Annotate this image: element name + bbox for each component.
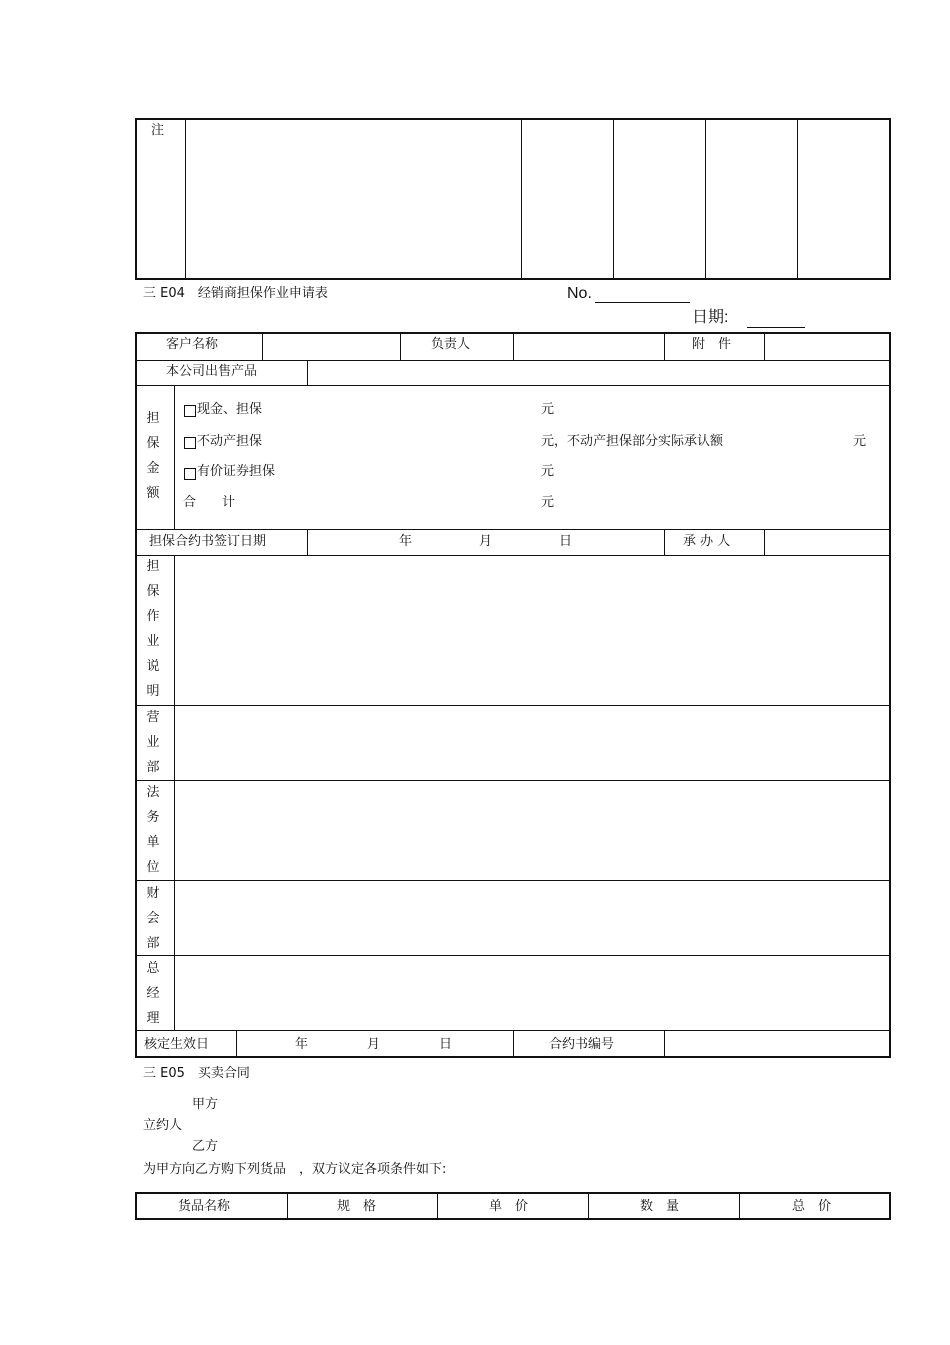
- guarantee-description-field[interactable]: [175, 556, 889, 704]
- signatory-label: 立约人: [143, 1118, 183, 1133]
- party-a-label: 甲方: [192, 1097, 219, 1112]
- sign-date-month: 月: [479, 534, 493, 549]
- real-estate-guarantee-unit: 元，不动产担保部分实际承认额: [541, 434, 724, 449]
- date-field[interactable]: [747, 327, 805, 328]
- sign-date-label: 担保合约书签订日期: [149, 534, 267, 549]
- unit-price-header: 单 价: [489, 1199, 529, 1214]
- spec-header: 规 格: [337, 1199, 377, 1214]
- guarantee-description-label: 担 保 作 业 说 明: [146, 559, 160, 699]
- contract-number-field[interactable]: [665, 1032, 889, 1056]
- remarks-table: [135, 118, 891, 280]
- quantity-header: 数 量: [640, 1199, 680, 1214]
- effective-date-month: 月: [367, 1037, 381, 1052]
- guarantee-amount-label: 担 保 金 额: [146, 411, 160, 501]
- securities-guarantee-label: 有价证券担保: [197, 464, 276, 479]
- contract-number-label: 合约书编号: [549, 1037, 615, 1052]
- real-estate-approved-unit: 元: [853, 434, 867, 449]
- contract-intro: 为甲方向乙方购下列货品 ，双方议定各项条件如下:: [143, 1162, 447, 1177]
- securities-guarantee-unit: 元: [541, 464, 555, 479]
- legal-dept-field[interactable]: [175, 781, 889, 879]
- legal-dept-label: 法 务 单 位: [146, 785, 160, 875]
- form-e05-title: 三 E05 买卖合同: [143, 1066, 250, 1081]
- finance-dept-label: 财 会 部: [146, 886, 160, 951]
- cash-guarantee-unit: 元: [541, 402, 555, 417]
- effective-date-day: 日: [439, 1037, 453, 1052]
- form-e04-title: 三 E04 经销商担保作业申请表: [143, 286, 328, 301]
- handler-label: 承 办 人: [683, 534, 731, 549]
- attachment-label: 附 件: [692, 337, 732, 352]
- real-estate-guarantee-checkbox[interactable]: [184, 437, 196, 449]
- effective-date-label: 核定生效日: [144, 1037, 210, 1052]
- handler-field[interactable]: [765, 531, 889, 554]
- form-number-label: No.: [567, 285, 592, 302]
- total-label: 合 计: [183, 495, 236, 510]
- real-estate-guarantee-label: 不动产担保: [197, 434, 263, 449]
- party-b-label: 乙方: [192, 1139, 219, 1154]
- sales-dept-label: 营 业 部: [146, 710, 160, 775]
- sign-date-day: 日: [559, 534, 573, 549]
- general-manager-label: 总 经 理: [146, 961, 160, 1026]
- person-in-charge-label: 负责人: [431, 337, 471, 352]
- finance-dept-field[interactable]: [175, 881, 889, 954]
- cash-guarantee-checkbox[interactable]: [184, 405, 196, 417]
- general-manager-field[interactable]: [175, 956, 889, 1029]
- date-label: 日期:: [692, 309, 729, 326]
- sales-dept-field[interactable]: [175, 706, 889, 779]
- securities-guarantee-checkbox[interactable]: [184, 468, 196, 480]
- form-number-field[interactable]: [595, 302, 690, 303]
- cash-guarantee-label: 现金、担保: [197, 402, 263, 417]
- products-field[interactable]: [308, 361, 889, 384]
- customer-name-label: 客户名称: [166, 337, 219, 352]
- sign-date-year: 年: [399, 534, 413, 549]
- effective-date-year: 年: [295, 1037, 309, 1052]
- attachment-field[interactable]: [765, 334, 889, 359]
- products-label: 本公司出售产品: [166, 364, 258, 379]
- goods-name-header: 货品名称: [178, 1199, 231, 1214]
- total-unit: 元: [541, 495, 555, 510]
- person-in-charge-field[interactable]: [514, 334, 663, 359]
- total-price-header: 总 价: [792, 1199, 832, 1214]
- remarks-label: 注: [151, 123, 165, 138]
- customer-name-field[interactable]: [263, 334, 399, 359]
